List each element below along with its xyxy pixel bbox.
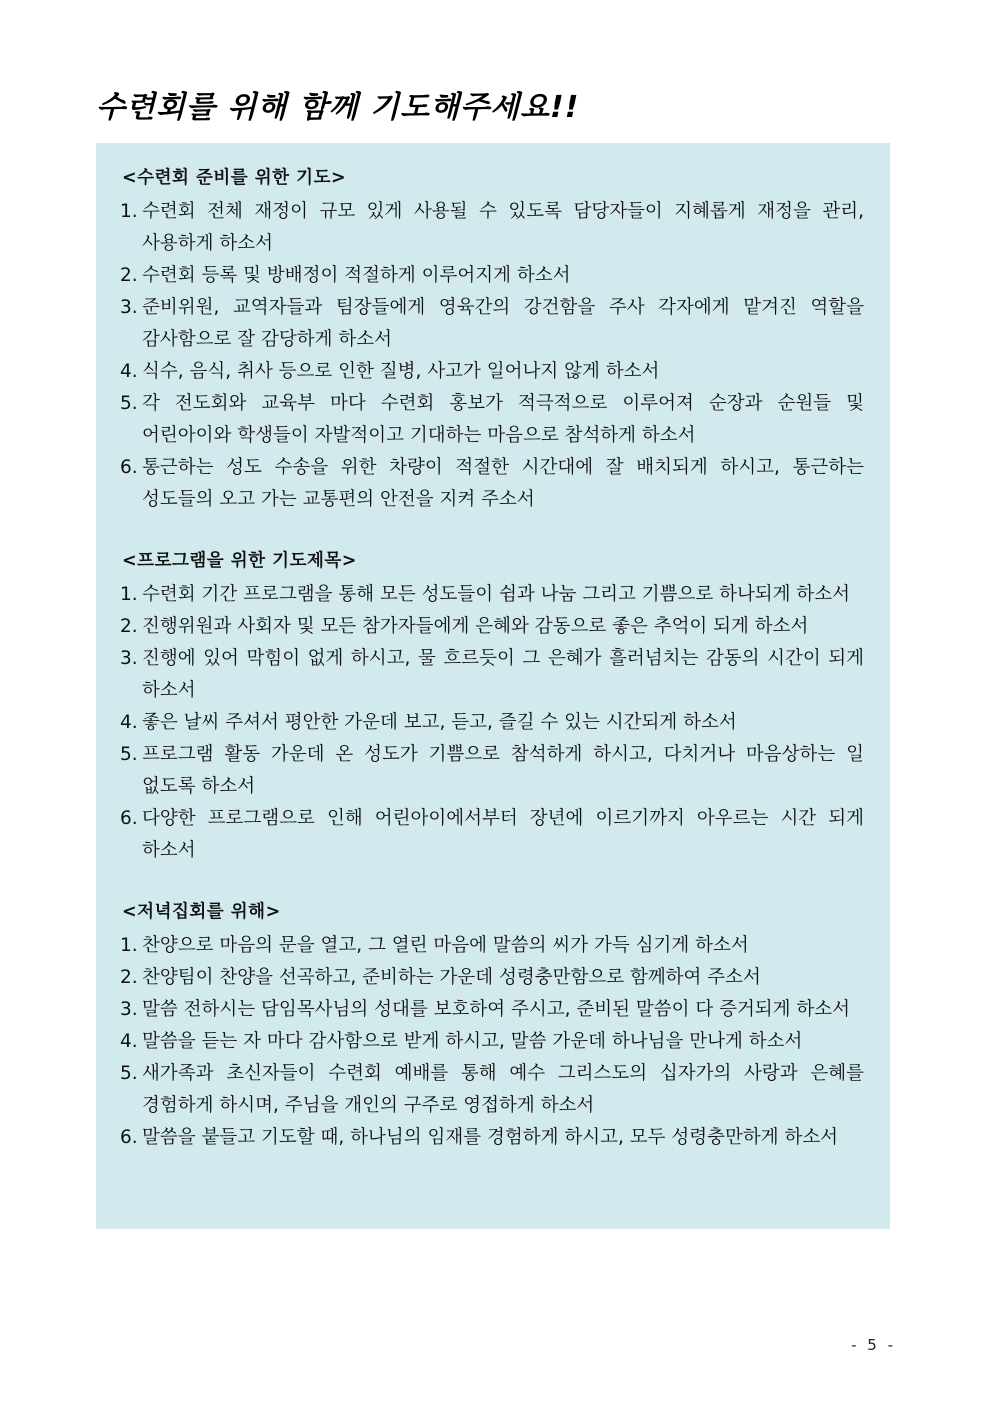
item-text: 찬양팀이 찬양을 선곡하고, 준비하는 가운데 성령충만함으로 함께하여 주소서: [142, 967, 761, 988]
item-text: 수련회 기간 프로그램을 통해 모든 성도들이 쉼과 나눔 그리고 기쁨으로 하나되게 하소서: [142, 584, 851, 605]
item-text: 진행에 있어 막힘이 없게 하시고, 물 흐르듯이 그 은혜가 흘러넘치는 감동의 시간이 되게 하소서: [142, 648, 864, 701]
item-number: 2.: [120, 265, 138, 286]
list-item: [120, 1058, 864, 1122]
item-number: 3.: [120, 297, 138, 318]
item-number: 4.: [120, 712, 138, 733]
prayer-list: [120, 196, 864, 516]
list-item: [120, 452, 864, 516]
item-number: 1.: [120, 935, 138, 956]
list-item: [120, 611, 864, 643]
prayer-list: [120, 930, 864, 1154]
item-number: 4.: [120, 1031, 138, 1052]
list-item: [120, 356, 864, 388]
list-item: [120, 1026, 864, 1058]
list-item: [120, 388, 864, 452]
item-number: 6.: [120, 808, 138, 829]
item-text: 식수, 음식, 취사 등으로 인한 질병, 사고가 일어나지 않게 하소서: [142, 361, 660, 382]
section-heading: <수련회 준비를 위한 기도>: [122, 168, 347, 188]
section-program: [120, 546, 864, 867]
item-text: 통근하는 성도 수송을 위한 차량이 적절한 시간대에 잘 배치되게 하시고, 통근하는 성도들의 오고 가는 교통편의 안전을 지켜 주소서: [142, 457, 864, 510]
item-text: 새가족과 초신자들이 수련회 예배를 통해 예수 그리스도의 십자가의 사랑과 은혜를 경험하게 하시며, 주님을 개인의 구주로 영접하게 하소서: [142, 1063, 864, 1116]
item-text: 말씀을 붙들고 기도할 때, 하나님의 임재를 경험하게 하시고, 모두 성령충만하게 하소서: [142, 1127, 839, 1148]
list-item: [120, 707, 864, 739]
prayer-list: [120, 579, 864, 867]
list-item: [120, 196, 864, 260]
item-number: 6.: [120, 1127, 138, 1148]
section-evening-service: [120, 897, 864, 1154]
item-number: 4.: [120, 361, 138, 382]
section-preparation: [120, 163, 864, 516]
item-text: 프로그램 활동 가운데 온 성도가 기쁨으로 참석하게 하시고, 다치거나 마음상하는 일 없도록 하소서: [142, 744, 864, 797]
item-number: 5.: [120, 393, 138, 414]
item-text: 수련회 등록 및 방배정이 적절하게 이루어지게 하소서: [142, 265, 571, 286]
item-number: 3.: [120, 999, 138, 1020]
item-text: 각 전도회와 교육부 마다 수련회 홍보가 적극적으로 이루어져 순장과 순원들 및 어린아이와 학생들이 자발적이고 기대하는 마음으로 참석하게 하소서: [142, 393, 864, 446]
item-number: 6.: [120, 457, 138, 478]
item-number: 2.: [120, 616, 138, 637]
item-text: 말씀 전하시는 담임목사님의 성대를 보호하여 주시고, 준비된 말씀이 다 증거되게 하소서: [142, 999, 851, 1020]
item-number: 1.: [120, 201, 138, 222]
item-number: 5.: [120, 744, 138, 765]
list-item: [120, 994, 864, 1026]
list-item: [120, 260, 864, 292]
section-heading: <저녁집회를 위해>: [122, 902, 281, 922]
list-item: [120, 292, 864, 356]
list-item: [120, 1122, 864, 1154]
item-number: 3.: [120, 648, 138, 669]
list-item: [120, 930, 864, 962]
item-number: 2.: [120, 967, 138, 988]
item-text: 말씀을 듣는 자 마다 감사함으로 받게 하시고, 말씀 가운데 하나님을 만나게 하소서: [142, 1031, 803, 1052]
list-item: [120, 643, 864, 707]
page-number: - 5 -: [851, 1336, 896, 1354]
prayer-box: [96, 143, 890, 1229]
item-number: 1.: [120, 584, 138, 605]
item-text: 수련회 전체 재정이 규모 있게 사용될 수 있도록 담당자들이 지혜롭게 재정을 관리, 사용하게 하소서: [142, 201, 864, 254]
item-number: 5.: [120, 1063, 138, 1084]
page-title: 수련회를 위해 함께 기도해주세요!!: [96, 90, 580, 125]
item-text: 다양한 프로그램으로 인해 어린아이에서부터 장년에 이르기까지 아우르는 시간 되게 하소서: [142, 808, 864, 861]
item-text: 진행위원과 사회자 및 모든 참가자들에게 은혜와 감동으로 좋은 추억이 되게 하소서: [142, 616, 809, 637]
item-text: 준비위원, 교역자들과 팀장들에게 영육간의 강건함을 주사 각자에게 맡겨진 역할을 감사함으로 잘 감당하게 하소서: [142, 297, 864, 350]
list-item: [120, 739, 864, 803]
item-text: 좋은 날씨 주셔서 평안한 가운데 보고, 듣고, 즐길 수 있는 시간되게 하소서: [142, 712, 737, 733]
list-item: [120, 579, 864, 611]
section-heading: <프로그램을 위한 기도제목>: [122, 551, 357, 571]
list-item: [120, 962, 864, 994]
item-text: 찬양으로 마음의 문을 열고, 그 열린 마음에 말씀의 씨가 가득 심기게 하소서: [142, 935, 749, 956]
list-item: [120, 803, 864, 867]
